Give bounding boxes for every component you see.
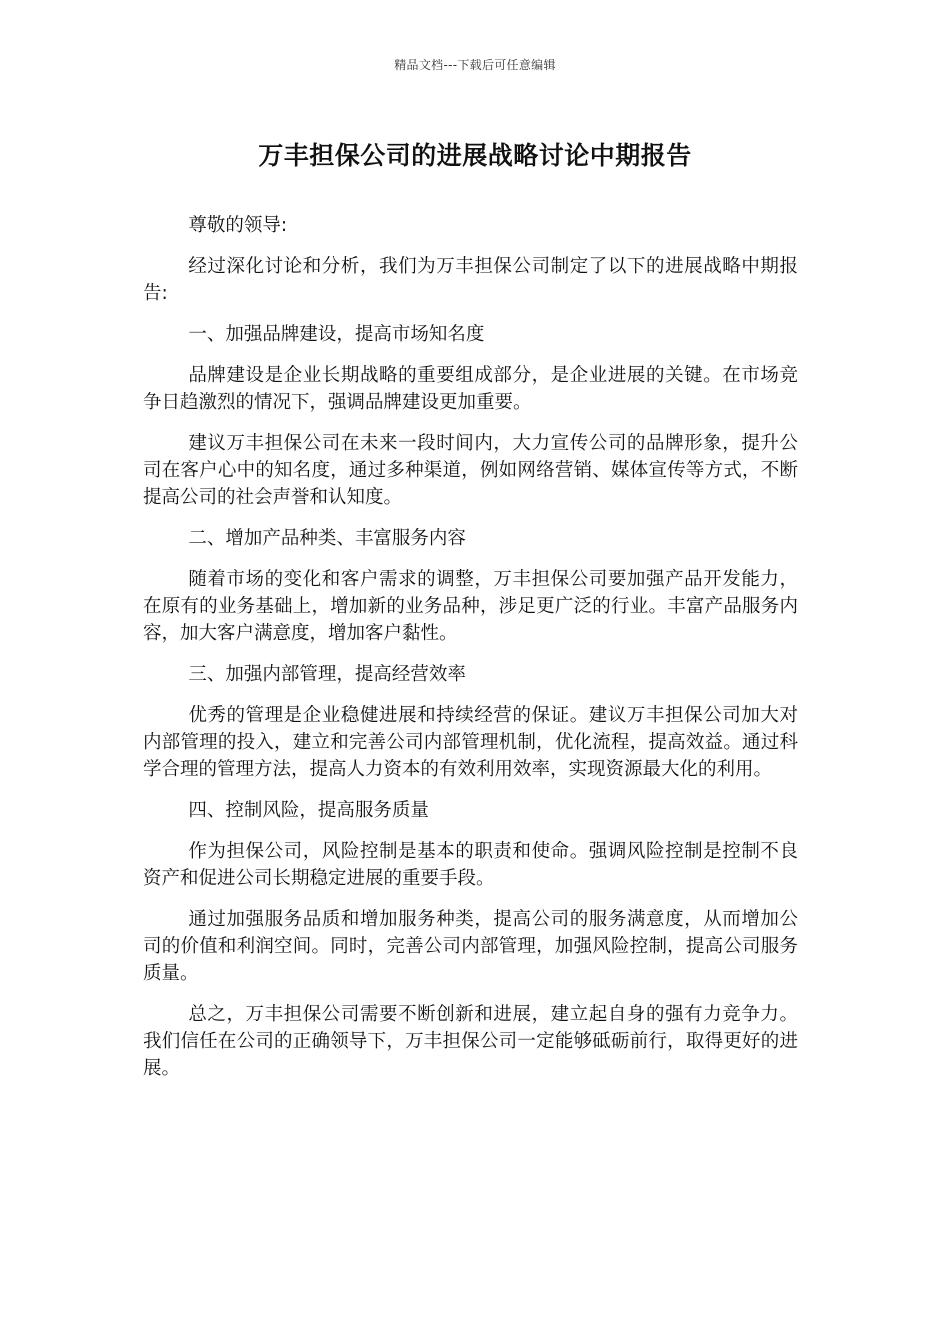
paragraph: 随着市场的变化和客户需求的调整，万丰担保公司要加强产品开发能力，在原有的业务基础上，增加新的业务品种，涉足更广泛的行业。丰富产品服务内容，加大客户满意度，增加客户黏性。 bbox=[143, 569, 798, 644]
document-title: 万丰担保公司的进展战略讨论中期报告 bbox=[258, 141, 692, 170]
paragraph: 通过加强服务品质和增加服务种类，提高公司的服务满意度，从而增加公司的价值和利润空间。同时，完善公司内部管理，加强风险控制，提高公司服务质量。 bbox=[143, 909, 798, 984]
paragraph: 建议万丰担保公司在未来一段时间内，大力宣传公司的品牌形象，提升公司在客户心中的知名度，通过多种渠道，例如网络营销、媒体宣传等方式，不断提高公司的社会声誉和认知度。 bbox=[143, 433, 798, 508]
section-heading-management: 三、加强内部管理，提高经营效率 bbox=[188, 664, 466, 685]
header-note: 精品文档---下载后可任意编辑 bbox=[394, 58, 556, 72]
intro-paragraph: 经过深化讨论和分析，我们为万丰担保公司制定了以下的进展战略中期报告: bbox=[143, 256, 798, 304]
conclusion-paragraph: 总之，万丰担保公司需要不断创新和进展，建立起自身的强有力竞争力。我们信任在公司的正确领导下，万丰担保公司一定能够砥砺前行，取得更好的进展。 bbox=[143, 1004, 798, 1079]
paragraph: 作为担保公司，风险控制是基本的职责和使命。强调风险控制是控制不良资产和促进公司长期稳定进展的重要手段。 bbox=[143, 841, 798, 889]
paragraph: 品牌建设是企业长期战略的重要组成部分，是企业进展的关键。在市场竞争日趋激烈的情况下，强调品牌建设更加重要。 bbox=[143, 365, 798, 413]
section-heading-products: 二、增加产品种类、丰富服务内容 bbox=[188, 528, 466, 549]
section-heading-risk: 四、控制风险，提高服务质量 bbox=[188, 800, 429, 821]
salutation: 尊敬的领导: bbox=[188, 215, 288, 236]
paragraph: 优秀的管理是企业稳健进展和持续经营的保证。建议万丰担保公司加大对内部管理的投入，建立和完善公司内部管理机制，优化流程，提高效益。通过科学合理的管理方法，提高人力资本的有效利用效率，实现资源最大化的利用。 bbox=[143, 705, 798, 780]
document-body bbox=[143, 212, 798, 1096]
section-heading-brand: 一、加强品牌建设，提高市场知名度 bbox=[188, 324, 485, 345]
